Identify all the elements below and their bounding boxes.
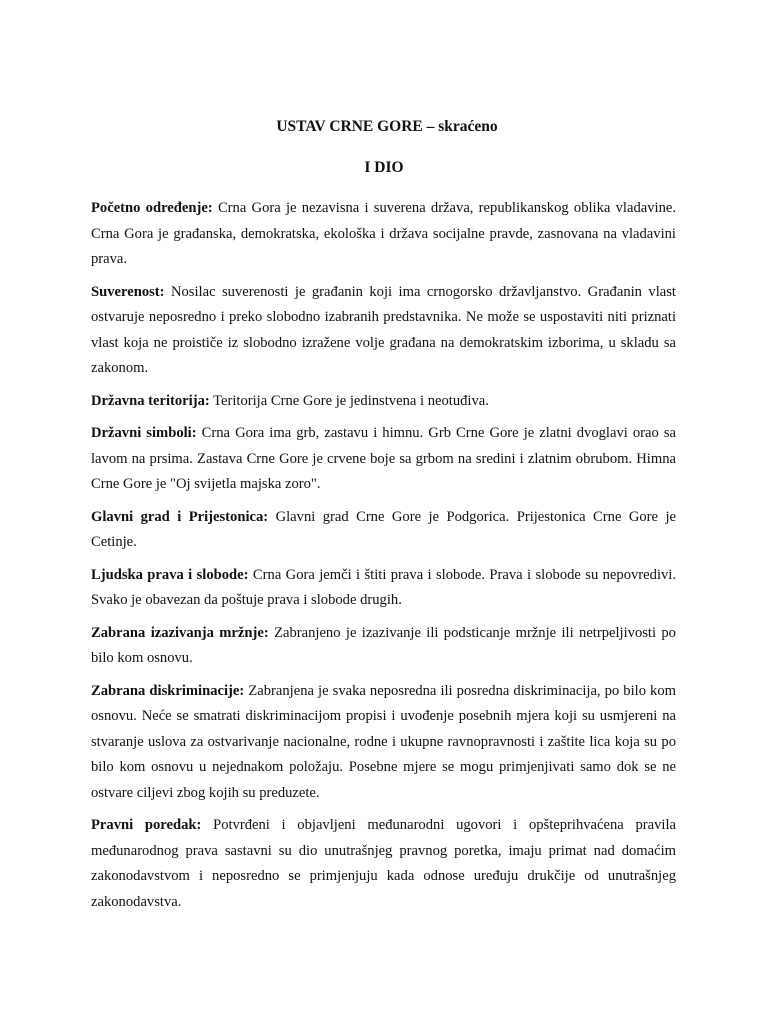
paragraph-heading: Ljudska prava i slobode: [91, 566, 249, 583]
paragraph-text: Glavni grad Crne Gore je Podgorica. Prijestonica Crne Gore je Cetinje. [91, 508, 676, 550]
paragraph-zabrana-diskriminacije [91, 679, 676, 807]
paragraph-pocetno-odredjenje [91, 196, 676, 273]
paragraph-text: Nosilac suverenosti je građanin koji ima crnogorsko državljanstvo. Građanin vlast ostvaruje neposredno i preko slobodno izabranih predstavnika. Ne može se uspostaviti niti priznati vlast koja ne proističe iz slobodno izražene volje građana na demokratskim izborima, u skladu sa zakonom. [91, 283, 676, 376]
paragraph-heading: Državni simboli: [91, 425, 197, 441]
paragraph-heading: Početno određenje: [91, 200, 213, 216]
paragraph-heading: Zabrana diskriminacije: [91, 682, 245, 699]
paragraph-drzavni-simboli [91, 421, 676, 498]
paragraph-text: Crna Gora je nezavisna i suverena država, republikanskog oblika vladavine. Crna Gora je građanska, demokratska, ekološka i država socijalne pravde, zasnovana na vladavini prava. [91, 200, 676, 267]
paragraph-ljudska-prava [91, 563, 676, 614]
paragraph-pravni-poredak [91, 813, 676, 915]
paragraph-text: Zabranjena je svaka neposredna ili posredna diskriminacija, po bilo kom osnovu. Neće se smatrati diskriminacijom propisi i uvođenje posebnih mjera koji su usmjereni na stvaranje uslova za ostvarivanje nacionalne, rodne i ukupne ravnopravnosti i zaštite lica koja su po bilo kom osnovu u nejednakom položaju. Posebne mjere se mogu primjenjivati samo dok se ne ostvare ciljevi zbog kojih su preduzete. [91, 682, 677, 801]
paragraph-heading: Zabrana izazivanja mržnje: [91, 624, 269, 641]
paragraph-heading: Državna teritorija: [91, 392, 210, 409]
document-part-heading: I DIO [364, 159, 404, 176]
paragraph-text: Zabranjeno je izazivanje ili podsticanje mržnje ili netrpeljivosti po bilo kom osnovu. [91, 624, 676, 666]
paragraph-zabrana-mrznje [91, 621, 676, 672]
paragraph-glavni-grad [91, 505, 676, 556]
paragraph-heading: Suverenost: [91, 283, 165, 300]
document-title-text: USTAV CRNE GORE – skraćeno [276, 118, 498, 135]
document-title [0, 118, 768, 136]
paragraph-drzavna-teritorija [91, 389, 676, 415]
paragraph-text: Crna Gora ima grb, zastavu i himnu. Grb Crne Gore je zlatni dvoglavi orao sa lavom na prsima. Zastava Crne Gore je crvene boje sa grbom na sredini i zlatnim obrubom. Himna Crne Gore je "Oj svijetla majska zoro". [91, 425, 676, 492]
paragraph-text: Potvrđeni i objavljeni međunarodni ugovori i opšteprihvaćena pravila međunarodnog prava sastavni su dio unutrašnjeg pravnog poretka, imaju primat nad domaćim zakonodavstvom i neposredno se primjenjuju kada odnose uređuju drukčije od unutrašnjeg zakonodavstva. [91, 817, 676, 910]
paragraph-heading: Glavni grad i Prijestonica: [91, 508, 269, 525]
document-body [91, 196, 676, 922]
paragraph-heading: Pravni poredak: [91, 817, 202, 833]
paragraph-text: Teritorija Crne Gore je jedinstvena i neotuđiva. [213, 392, 489, 409]
paragraph-suverenost [91, 280, 676, 382]
paragraph-text: Crna Gora jemči i štiti prava i slobode. Prava i slobode su nepovredivi. Svako je obavezan da poštuje prava i slobode drugih. [91, 566, 676, 608]
